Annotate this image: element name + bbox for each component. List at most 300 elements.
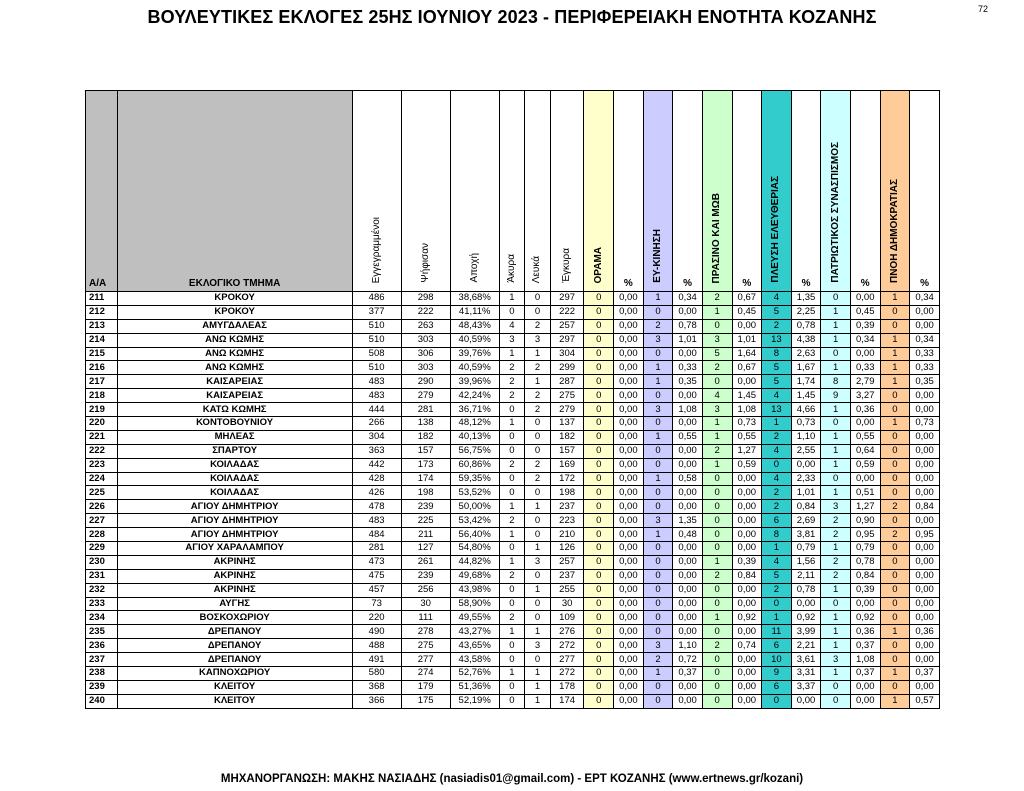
invalid-cell: 2 <box>499 361 525 375</box>
party-percent-cell: 0,00 <box>910 653 940 667</box>
blank-cell: 0 <box>525 528 551 542</box>
party-percent-cell: 0,00 <box>732 694 762 708</box>
voted-cell: 256 <box>401 583 450 597</box>
row-number: 216 <box>86 361 118 375</box>
party-votes-cell: 1 <box>821 333 851 347</box>
blank-cell: 0 <box>525 444 551 458</box>
valid-cell: 223 <box>550 514 584 528</box>
abstention-cell: 56,40% <box>450 528 499 542</box>
party-votes-cell: 0 <box>584 583 614 597</box>
section-name: ΑΜΥΓΔΑΛΕΑΣ <box>117 319 352 333</box>
abstention-cell: 50,00% <box>450 500 499 514</box>
party-percent-cell: 0,00 <box>732 542 762 556</box>
abstention-cell: 39,76% <box>450 347 499 361</box>
party-votes-cell: 3 <box>821 500 851 514</box>
row-number: 211 <box>86 292 118 306</box>
registered-cell: 366 <box>352 694 401 708</box>
invalid-cell: 0 <box>499 444 525 458</box>
party-votes-cell: 1 <box>880 625 910 639</box>
valid-cell: 297 <box>550 292 584 306</box>
voted-cell: 175 <box>401 694 450 708</box>
party-percent-cell: 0,00 <box>910 305 940 319</box>
party-votes-cell: 6 <box>762 639 792 653</box>
party-votes-cell: 2 <box>880 528 910 542</box>
party-percent-cell: 0,79 <box>791 542 821 556</box>
results-body <box>86 292 940 709</box>
row-number: 220 <box>86 417 118 431</box>
party-percent-cell: 1,74 <box>791 375 821 389</box>
party-percent-cell: 0,00 <box>673 417 703 431</box>
party-votes-cell: 0 <box>702 514 732 528</box>
abstention-cell: 43,65% <box>450 639 499 653</box>
valid-cell: 198 <box>550 486 584 500</box>
blank-cell: 1 <box>525 583 551 597</box>
valid-cell: 279 <box>550 403 584 417</box>
page-number: 72 <box>978 4 989 14</box>
table-row <box>86 417 940 431</box>
party-percent-cell: 0,00 <box>614 611 644 625</box>
party-percent-cell: 0,45 <box>850 305 880 319</box>
party-percent-cell: 0,00 <box>614 333 644 347</box>
party-percent-cell: 0,00 <box>910 430 940 444</box>
party-votes-cell: 2 <box>643 653 673 667</box>
party-votes-cell: 0 <box>643 611 673 625</box>
party-percent-cell: 0,00 <box>614 680 644 694</box>
header-row <box>86 91 940 292</box>
party-percent-cell: 0,73 <box>732 417 762 431</box>
party-votes-cell: 1 <box>880 375 910 389</box>
party-votes-cell: 5 <box>762 569 792 583</box>
party-votes-cell: 0 <box>584 361 614 375</box>
party-percent-cell: 0,00 <box>614 361 644 375</box>
row-number: 234 <box>86 611 118 625</box>
party-percent-cell: 0,00 <box>673 694 703 708</box>
party-percent-cell: 0,00 <box>614 458 644 472</box>
party-percent-cell: 2,25 <box>791 305 821 319</box>
abstention-cell: 48,12% <box>450 417 499 431</box>
party-votes-cell: 1 <box>643 361 673 375</box>
party-votes-cell: 1 <box>821 305 851 319</box>
row-number: 223 <box>86 458 118 472</box>
blank-cell: 1 <box>525 500 551 514</box>
blank-cell: 1 <box>525 694 551 708</box>
invalid-cell: 4 <box>499 319 525 333</box>
invalid-cell: 3 <box>499 333 525 347</box>
party-percent-cell: 1,45 <box>791 389 821 403</box>
party-votes-cell: 0 <box>821 694 851 708</box>
table-row <box>86 292 940 306</box>
registered-cell: 486 <box>352 292 401 306</box>
valid-header: Έγκυρα <box>550 91 584 292</box>
abstention-cell: 54,80% <box>450 542 499 556</box>
section-name: ΚΡΟΚΟΥ <box>117 305 352 319</box>
party-votes-cell: 0 <box>702 625 732 639</box>
section-name: ΚΑΤΩ ΚΩΜΗΣ <box>117 403 352 417</box>
valid-cell: 272 <box>550 667 584 681</box>
invalid-cell: 0 <box>499 583 525 597</box>
blank-cell: 3 <box>525 333 551 347</box>
party-percent-cell: 0,00 <box>791 694 821 708</box>
party-votes-cell: 0 <box>584 458 614 472</box>
page-title: ΒΟΥΛΕΥΤΙΚΕΣ ΕΚΛΟΓΕΣ 25ΗΣ ΙΟΥΝΙΟΥ 2023 - ΠΕΡΙΦΕΡΕΙΑΚΗ ΕΝΟΤΗΤΑ ΚΟΖΑΝΗΣ <box>147 7 877 27</box>
percent-header: % <box>673 91 703 292</box>
party-percent-cell: 0,00 <box>850 292 880 306</box>
row-number: 229 <box>86 542 118 556</box>
party-votes-cell: 1 <box>821 639 851 653</box>
voted-header: Ψήφισαν <box>401 91 450 292</box>
party-percent-cell: 4,38 <box>791 333 821 347</box>
row-number: 238 <box>86 667 118 681</box>
section-name: ΔΡΕΠΑΝΟΥ <box>117 625 352 639</box>
blank-cell: 2 <box>525 319 551 333</box>
party-percent-cell: 0,00 <box>732 472 762 486</box>
invalid-cell: 0 <box>499 694 525 708</box>
party-percent-cell: 0,84 <box>732 569 762 583</box>
voted-cell: 174 <box>401 472 450 486</box>
party-percent-cell: 0,36 <box>910 625 940 639</box>
party-votes-cell: 0 <box>584 444 614 458</box>
party-percent-cell: 0,78 <box>850 555 880 569</box>
party-percent-cell: 0,35 <box>673 375 703 389</box>
section-name: ΑΓΙΟΥ ΔΗΜΗΤΡΙΟΥ <box>117 514 352 528</box>
party-percent-cell: 0,95 <box>850 528 880 542</box>
registered-cell: 281 <box>352 542 401 556</box>
section-name: ΑΓΙΟΥ ΧΑΡΑΛΑΜΠΟΥ <box>117 542 352 556</box>
party-votes-cell: 6 <box>762 680 792 694</box>
party-percent-cell: 0,00 <box>910 542 940 556</box>
party-percent-cell: 0,00 <box>673 305 703 319</box>
party-votes-cell: 6 <box>762 514 792 528</box>
party-votes-cell: 8 <box>821 375 851 389</box>
party-votes-cell: 3 <box>643 639 673 653</box>
valid-cell: 109 <box>550 611 584 625</box>
party-percent-cell: 0,00 <box>732 667 762 681</box>
registered-cell: 444 <box>352 403 401 417</box>
party-percent-cell: 0,34 <box>910 292 940 306</box>
registered-cell: 220 <box>352 611 401 625</box>
party-votes-cell: 2 <box>880 500 910 514</box>
party-percent-cell: 0,00 <box>850 694 880 708</box>
registered-cell: 488 <box>352 639 401 653</box>
party-percent-cell: 0,00 <box>850 472 880 486</box>
row-number: 235 <box>86 625 118 639</box>
party-votes-cell: 0 <box>584 417 614 431</box>
voted-cell: 274 <box>401 667 450 681</box>
row-number: 239 <box>86 680 118 694</box>
party-percent-cell: 0,00 <box>732 514 762 528</box>
voted-cell: 225 <box>401 514 450 528</box>
party-percent-cell: 0,33 <box>910 347 940 361</box>
party-percent-cell: 0,84 <box>791 500 821 514</box>
party-votes-cell: 2 <box>702 444 732 458</box>
row-number: 237 <box>86 653 118 667</box>
party-votes-cell: 0 <box>584 486 614 500</box>
party-votes-cell: 10 <box>762 653 792 667</box>
party-votes-cell: 1 <box>821 444 851 458</box>
voted-cell: 173 <box>401 458 450 472</box>
party-votes-cell: 0 <box>702 500 732 514</box>
voted-cell: 211 <box>401 528 450 542</box>
section-name: ΚΟΙΛΑΔΑΣ <box>117 486 352 500</box>
party-votes-cell: 1 <box>880 417 910 431</box>
table-row <box>86 500 940 514</box>
party-percent-cell: 0,00 <box>614 347 644 361</box>
row-number: 213 <box>86 319 118 333</box>
abstention-cell: 43,27% <box>450 625 499 639</box>
party-votes-cell: 0 <box>584 625 614 639</box>
party-percent-cell: 0,39 <box>850 319 880 333</box>
registered-cell: 491 <box>352 653 401 667</box>
party-votes-cell: 0 <box>584 430 614 444</box>
row-number: 226 <box>86 500 118 514</box>
abstention-cell: 40,59% <box>450 361 499 375</box>
invalid-cell: 2 <box>499 375 525 389</box>
party-percent-cell: 0,00 <box>910 319 940 333</box>
table-row <box>86 444 940 458</box>
party-percent-cell: 0,55 <box>850 430 880 444</box>
party-votes-cell: 0 <box>880 458 910 472</box>
party-votes-cell: 0 <box>880 403 910 417</box>
party-percent-cell: 0,78 <box>791 583 821 597</box>
party-percent-cell: 0,59 <box>732 458 762 472</box>
valid-cell: 237 <box>550 500 584 514</box>
valid-cell: 222 <box>550 305 584 319</box>
party-percent-cell: 0,92 <box>791 611 821 625</box>
registered-cell: 510 <box>352 361 401 375</box>
party-votes-cell: 0 <box>880 680 910 694</box>
party-percent-cell: 0,00 <box>614 486 644 500</box>
valid-cell: 182 <box>550 430 584 444</box>
party-votes-cell: 2 <box>762 500 792 514</box>
abstention-header: Αποχή <box>450 91 499 292</box>
party-percent-cell: 0,37 <box>910 667 940 681</box>
blank-cell: 1 <box>525 680 551 694</box>
party-votes-cell: 0 <box>702 583 732 597</box>
table-row <box>86 680 940 694</box>
row-number: 240 <box>86 694 118 708</box>
party-votes-cell: 0 <box>702 680 732 694</box>
valid-cell: 137 <box>550 417 584 431</box>
voted-cell: 298 <box>401 292 450 306</box>
party-percent-cell: 1,27 <box>732 444 762 458</box>
table-row <box>86 333 940 347</box>
valid-cell: 304 <box>550 347 584 361</box>
voted-cell: 138 <box>401 417 450 431</box>
party-votes-cell: 0 <box>880 389 910 403</box>
party-votes-cell: 0 <box>584 292 614 306</box>
row-number: 236 <box>86 639 118 653</box>
party-votes-cell: 0 <box>702 528 732 542</box>
table-row <box>86 569 940 583</box>
party-percent-cell: 0,00 <box>614 569 644 583</box>
party-percent-cell: 0,67 <box>732 361 762 375</box>
valid-cell: 276 <box>550 625 584 639</box>
voted-cell: 111 <box>401 611 450 625</box>
party-percent-cell: 1,35 <box>673 514 703 528</box>
party-percent-cell: 3,99 <box>791 625 821 639</box>
table-row <box>86 653 940 667</box>
party-votes-cell: 0 <box>880 611 910 625</box>
party-votes-cell: 1 <box>821 486 851 500</box>
section-name: ΚΟΙΛΑΔΑΣ <box>117 458 352 472</box>
party-votes-cell: 5 <box>762 361 792 375</box>
party-votes-cell: 0 <box>702 542 732 556</box>
valid-cell: 287 <box>550 375 584 389</box>
party-votes-cell: 2 <box>762 583 792 597</box>
party-votes-cell: 0 <box>584 347 614 361</box>
party-percent-cell: 0,59 <box>850 458 880 472</box>
party-percent-cell: 0,00 <box>614 555 644 569</box>
party-votes-cell: 11 <box>762 625 792 639</box>
abstention-cell: 51,36% <box>450 680 499 694</box>
row-number: 219 <box>86 403 118 417</box>
party-votes-cell: 0 <box>584 653 614 667</box>
party-header: ΠΡΑΣΙΝΟ ΚΑΙ ΜΩΒ <box>702 91 732 292</box>
party-percent-cell: 3,37 <box>791 680 821 694</box>
party-percent-cell: 0,00 <box>910 555 940 569</box>
party-header: ΠΑΤΡΙΩΤΙΚΟΣ ΣΥΝΑΣΠΙΣΜΟΣ <box>821 91 851 292</box>
party-percent-cell: 0,00 <box>614 292 644 306</box>
registered-cell: 475 <box>352 569 401 583</box>
registered-cell: 304 <box>352 430 401 444</box>
section-name: ΜΗΛΕΑΣ <box>117 430 352 444</box>
party-votes-cell: 0 <box>880 514 910 528</box>
table-row <box>86 361 940 375</box>
invalid-cell: 1 <box>499 667 525 681</box>
party-percent-cell: 0,39 <box>732 555 762 569</box>
blank-cell: 0 <box>525 514 551 528</box>
table-row <box>86 667 940 681</box>
party-votes-cell: 1 <box>702 417 732 431</box>
abstention-cell: 53,52% <box>450 486 499 500</box>
valid-cell: 237 <box>550 569 584 583</box>
valid-cell: 178 <box>550 680 584 694</box>
invalid-cell: 1 <box>499 292 525 306</box>
party-percent-cell: 0,79 <box>850 542 880 556</box>
party-votes-cell: 0 <box>880 444 910 458</box>
abstention-cell: 42,24% <box>450 389 499 403</box>
party-votes-cell: 1 <box>762 417 792 431</box>
party-percent-cell: 0,00 <box>910 403 940 417</box>
blank-cell: 0 <box>525 653 551 667</box>
party-votes-cell: 0 <box>643 389 673 403</box>
party-percent-cell: 0,00 <box>673 597 703 611</box>
party-votes-cell: 0 <box>584 403 614 417</box>
party-votes-cell: 0 <box>643 444 673 458</box>
party-votes-cell: 0 <box>702 667 732 681</box>
voted-cell: 277 <box>401 653 450 667</box>
abstention-cell: 43,58% <box>450 653 499 667</box>
party-percent-cell: 0,00 <box>910 514 940 528</box>
aa-header: Α/Α <box>86 91 118 292</box>
voted-cell: 127 <box>401 542 450 556</box>
section-name: ΑΝΩ ΚΩΜΗΣ <box>117 347 352 361</box>
party-votes-cell: 0 <box>702 472 732 486</box>
party-percent-cell: 2,69 <box>791 514 821 528</box>
registered-cell: 510 <box>352 333 401 347</box>
party-votes-cell: 3 <box>821 653 851 667</box>
invalid-cell: 1 <box>499 528 525 542</box>
valid-cell: 272 <box>550 639 584 653</box>
blank-cell: 2 <box>525 472 551 486</box>
party-votes-cell: 1 <box>880 333 910 347</box>
invalid-cell: 0 <box>499 639 525 653</box>
party-votes-cell: 2 <box>821 569 851 583</box>
registered-cell: 426 <box>352 486 401 500</box>
party-percent-cell: 0,34 <box>910 333 940 347</box>
party-votes-cell: 0 <box>880 305 910 319</box>
voted-cell: 261 <box>401 555 450 569</box>
party-votes-cell: 5 <box>702 347 732 361</box>
party-votes-cell: 0 <box>643 417 673 431</box>
blank-cell: 2 <box>525 403 551 417</box>
row-number: 218 <box>86 389 118 403</box>
party-votes-cell: 0 <box>643 555 673 569</box>
party-percent-cell: 0,34 <box>673 292 703 306</box>
party-votes-cell: 1 <box>821 667 851 681</box>
party-votes-cell: 0 <box>643 569 673 583</box>
voted-cell: 239 <box>401 500 450 514</box>
party-votes-cell: 4 <box>702 389 732 403</box>
party-percent-cell: 0,84 <box>910 500 940 514</box>
voted-cell: 275 <box>401 639 450 653</box>
table-row <box>86 319 940 333</box>
party-votes-cell: 0 <box>584 597 614 611</box>
invalid-cell: 2 <box>499 514 525 528</box>
party-votes-cell: 0 <box>584 555 614 569</box>
party-percent-cell: 3,81 <box>791 528 821 542</box>
party-percent-cell: 0,73 <box>791 417 821 431</box>
blank-cell: 2 <box>525 361 551 375</box>
row-number: 215 <box>86 347 118 361</box>
party-percent-cell: 1,27 <box>850 500 880 514</box>
party-votes-cell: 1 <box>821 542 851 556</box>
party-votes-cell: 0 <box>643 597 673 611</box>
party-votes-cell: 0 <box>643 305 673 319</box>
party-votes-cell: 4 <box>762 444 792 458</box>
party-votes-cell: 0 <box>702 597 732 611</box>
abstention-cell: 48,43% <box>450 319 499 333</box>
invalid-cell: 2 <box>499 611 525 625</box>
party-percent-cell: 0,00 <box>614 528 644 542</box>
party-percent-cell: 0,45 <box>732 305 762 319</box>
party-percent-cell: 1,67 <box>791 361 821 375</box>
party-votes-cell: 0 <box>584 542 614 556</box>
percent-header: % <box>732 91 762 292</box>
voted-cell: 303 <box>401 361 450 375</box>
blank-cell: 1 <box>525 375 551 389</box>
table-row <box>86 528 940 542</box>
party-header: ΠΝΟΗ ΔΗΜΟΚΡΑΤΙΑΣ <box>880 91 910 292</box>
section-name: ΑΝΩ ΚΩΜΗΣ <box>117 333 352 347</box>
party-votes-cell: 1 <box>821 319 851 333</box>
party-percent-cell: 1,56 <box>791 555 821 569</box>
invalid-cell: 1 <box>499 417 525 431</box>
table-row <box>86 555 940 569</box>
party-votes-cell: 9 <box>821 389 851 403</box>
party-percent-cell: 0,00 <box>614 403 644 417</box>
party-votes-cell: 3 <box>643 403 673 417</box>
party-percent-cell: 1,08 <box>732 403 762 417</box>
party-percent-cell: 0,39 <box>850 583 880 597</box>
section-name: ΣΠΑΡΤΟΥ <box>117 444 352 458</box>
party-percent-cell: 0,78 <box>791 319 821 333</box>
party-votes-cell: 9 <box>762 667 792 681</box>
section-name: ΚΛΕΙΤΟΥ <box>117 680 352 694</box>
party-percent-cell: 0,48 <box>673 528 703 542</box>
party-percent-cell: 2,79 <box>850 375 880 389</box>
party-votes-cell: 1 <box>643 667 673 681</box>
